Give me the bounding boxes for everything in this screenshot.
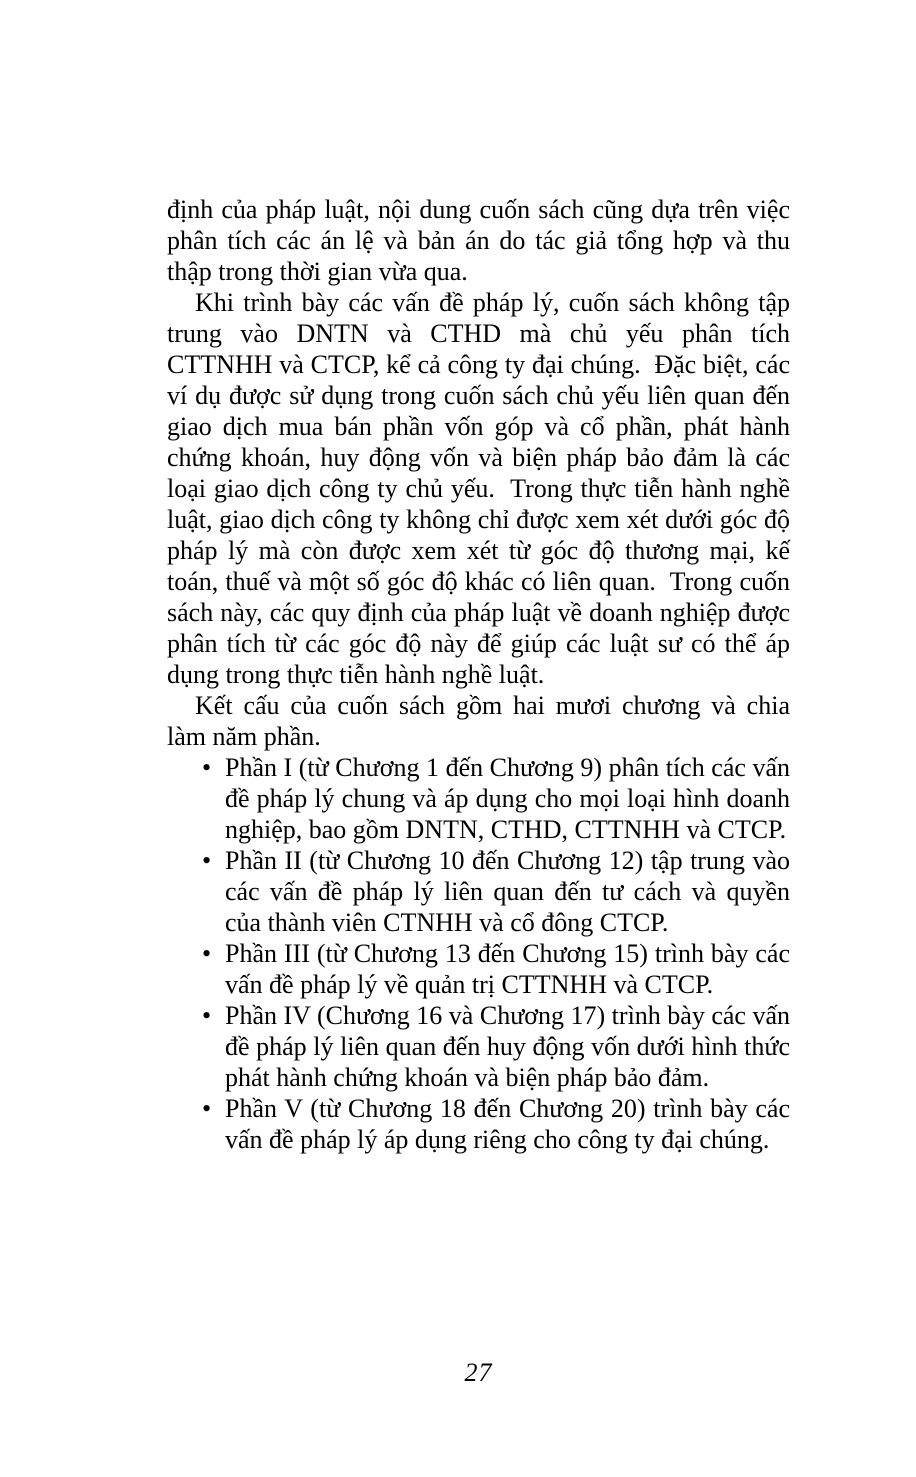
bullet-icon: • <box>202 1001 212 1030</box>
part-list <box>167 752 790 1155</box>
bullet-icon: • <box>202 939 212 968</box>
list-item <box>167 1000 790 1093</box>
list-item-text: Phần I (từ Chương 1 đến Chương 9) phân tích các vấn đề pháp lý chung và áp dụng cho mọi loại hình doanh nghiệp, bao gồm DNTN, CTHD, CTTNHH và CTCP. <box>225 753 790 844</box>
list-item-text: Phần II (từ Chương 10 đến Chương 12) tập trung vào các vấn đề pháp lý liên quan đến tư cách và quyền của thành viên CTNHH và cổ đông CTCP. <box>225 846 790 937</box>
list-item <box>167 845 790 938</box>
paragraph-presentation-scope: Khi trình bày các vấn đề pháp lý, cuốn sách không tập trung vào DNTN và CTHD mà chủ yếu phân tích CTTNHH và CTCP, kể cả công ty đại chúng. Đặc biệt, các ví dụ được sử dụng trong cuốn sách chủ yếu liên quan đến giao dịch mua bán phần vốn góp và cổ phần, phát hành chứng khoán, huy động vốn và biện pháp bảo đảm là các loại giao dịch công ty chủ yếu. Trong thực tiễn hành nghề luật, giao dịch công ty không chỉ được xem xét dưới góc độ pháp lý mà còn được xem xét từ góc độ thương mại, kế toán, thuế và một số góc độ khác có liên quan. Trong cuốn sách này, các quy định của pháp luật về doanh nghiệp được phân tích từ các góc độ này để giúp các luật sư có thể áp dụng trong thực tiễn hành nghề luật. <box>167 288 790 689</box>
list-item-text: Phần V (từ Chương 18 đến Chương 20) trình bày các vấn đề pháp lý áp dụng riêng cho công ty đại chúng. <box>225 1094 790 1154</box>
page-number: 27 <box>464 1358 493 1387</box>
bullet-icon: • <box>202 753 212 782</box>
bullet-icon: • <box>202 1094 212 1123</box>
paragraph-book-structure: Kết cấu của cuốn sách gồm hai mươi chương và chia làm năm phần. <box>167 691 790 751</box>
list-item-text: Phần III (từ Chương 13 đến Chương 15) trình bày các vấn đề pháp lý về quản trị CTTNHH và CTCP. <box>225 939 790 999</box>
paragraph-continuation: định của pháp luật, nội dung cuốn sách cũng dựa trên việc phân tích các án lệ và bản án do tác giả tổng hợp và thu thập trong thời gian vừa qua. <box>167 195 790 286</box>
list-item <box>167 1093 790 1155</box>
list-item-text: Phần IV (Chương 16 và Chương 17) trình bày các vấn đề pháp lý liên quan đến huy động vốn dưới hình thức phát hành chứng khoán và biện pháp bảo đảm. <box>225 1001 790 1092</box>
list-item <box>167 938 790 1000</box>
bullet-icon: • <box>202 846 212 875</box>
list-item <box>167 752 790 845</box>
page-footer <box>167 1358 790 1388</box>
page-body <box>167 194 790 1155</box>
